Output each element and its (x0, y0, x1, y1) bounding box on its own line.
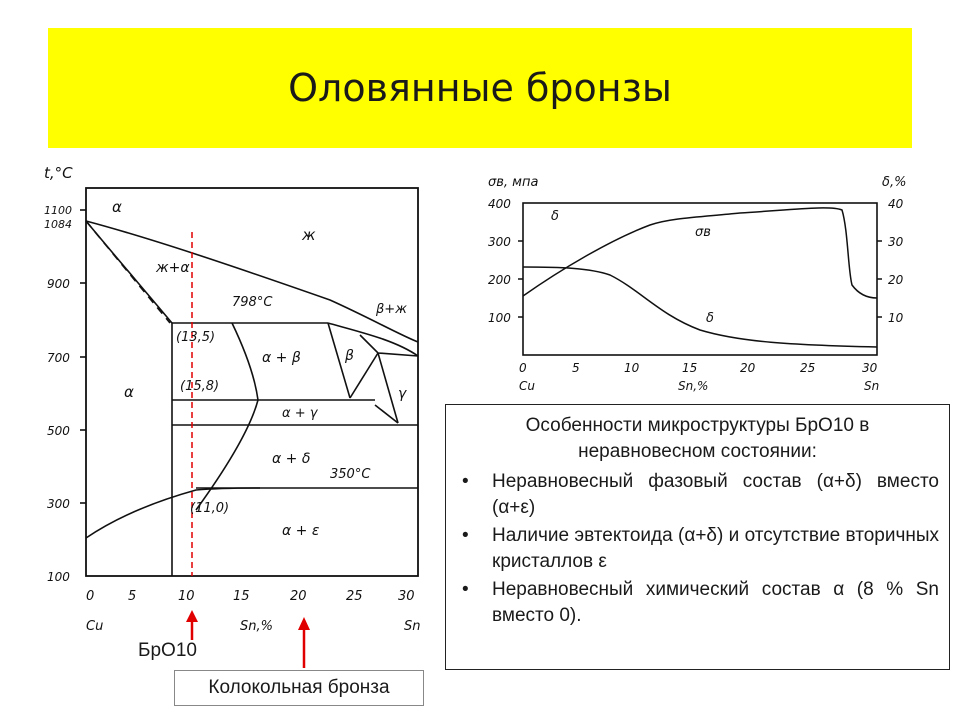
x-tick-label-15: 15 (233, 589, 250, 604)
phase-diagram-frame (86, 188, 418, 576)
y-tick-label-100: 100 (47, 570, 70, 584)
x-tick-label-0: 0 (86, 589, 95, 604)
x-label-sn-percent: Sn,% (240, 619, 273, 634)
pc-x-tick-30: 30 (862, 361, 878, 375)
region-liquid-alpha: ж+α (156, 260, 190, 276)
y-tick-label-500: 500 (47, 424, 70, 438)
info-heading: Особенности микроструктуры БрО10 в неравновесном состоянии: (525, 415, 870, 462)
bullet-icon: • (462, 471, 469, 492)
bullet-icon: • (462, 579, 469, 600)
pc-x-tick-25: 25 (800, 361, 816, 375)
bullet-text: Неравновесный фазовый состав (α+δ) вместо (α+ε) (492, 471, 939, 518)
y-tick-label-1100: 1100 (44, 204, 72, 217)
region-beta: β (345, 348, 354, 364)
bullet-icon: • (462, 525, 469, 546)
bullet-text: Наличие эвтектоида (α+δ) и отсутствие вторичных кристаллов ε (492, 525, 939, 572)
left-tick-300: 300 (488, 235, 511, 249)
bullet-text: Неравновесный химический состав α (8 % Sn вместо 0). (492, 579, 939, 626)
region-alpha-delta: α + δ (272, 451, 311, 467)
info-list (456, 469, 939, 629)
temp-798: 798°C (232, 295, 273, 310)
region-alpha: α (124, 383, 134, 401)
y-tick-label-300: 300 (47, 497, 70, 511)
left-tick-400: 400 (488, 197, 511, 211)
region-alpha-eps: α + ε (282, 523, 320, 539)
x-tick-label-30: 30 (398, 589, 415, 604)
list-item (456, 577, 939, 629)
point-13-5: (13,5) (176, 330, 216, 345)
region-gamma: γ (398, 386, 407, 402)
right-tick-30: 30 (888, 235, 904, 249)
temp-350: 350°C (330, 467, 371, 482)
x-tick-label-25: 25 (346, 589, 363, 604)
beta-liquidus (328, 323, 418, 356)
list-item (456, 523, 939, 575)
x-label-cu: Cu (86, 619, 104, 634)
page-title: Оловянные бронзы (288, 66, 672, 110)
gamma-bottom (375, 405, 398, 423)
gamma-right (378, 353, 398, 423)
point-11-0: (11,0) (190, 501, 230, 516)
gamma-boundary (350, 353, 378, 398)
pc-x-label-sn-percent: Sn,% (678, 379, 709, 393)
gamma-delta-boundary (196, 400, 258, 510)
pc-x-label-sn: Sn (864, 379, 880, 393)
pc-x-tick-0: 0 (519, 361, 527, 375)
property-chart-text (488, 175, 906, 393)
left-tick-200: 200 (488, 273, 511, 287)
pc-x-tick-15: 15 (682, 361, 698, 375)
bro10-label: БрО10 (138, 640, 197, 661)
region-alpha-beta: α + β (262, 350, 301, 366)
info-box (445, 404, 950, 670)
region-alpha-gamma: α + γ (282, 406, 318, 421)
list-item (456, 469, 939, 521)
right-tick-10: 10 (888, 311, 904, 325)
curve-label-delta-top: δ (551, 209, 559, 224)
bell-bronze-arrow-head (298, 617, 310, 630)
y-tick-label-900: 900 (47, 277, 70, 291)
liquidus-curve (86, 221, 418, 342)
curve-label-sigma: σв (695, 225, 711, 240)
phase-diagram-text (44, 164, 421, 634)
bell-bronze-label: Колокольная бронза (174, 670, 424, 706)
region-liquid: ж (302, 226, 316, 244)
lower-solvus (86, 488, 260, 538)
right-tick-20: 20 (888, 273, 904, 287)
left-tick-100: 100 (488, 311, 511, 325)
phase-diagram (80, 188, 418, 576)
pc-x-tick-20: 20 (740, 361, 756, 375)
alpha-beta-boundary (232, 323, 258, 400)
pc-x-tick-10: 10 (624, 361, 640, 375)
right-tick-40: 40 (888, 197, 904, 211)
x-tick-label-5: 5 (128, 589, 137, 604)
y-axis-label: t,°C (44, 164, 73, 182)
x-tick-label-20: 20 (290, 589, 307, 604)
elongation-curve (523, 267, 877, 347)
x-label-sn: Sn (404, 619, 421, 634)
right-axis-label: δ,% (882, 175, 907, 190)
curve-label-delta-low: δ (706, 311, 714, 326)
pc-x-tick-5: 5 (572, 361, 580, 375)
region-alpha-top: α (112, 198, 122, 216)
region-beta-liquid: β+ж (376, 302, 407, 317)
left-axis-label: σв, мпа (488, 175, 539, 190)
bro10-arrow-head (186, 610, 198, 622)
x-tick-label-10: 10 (178, 589, 195, 604)
y-tick-label-700: 700 (47, 351, 70, 365)
point-15-8: (15,8) (180, 379, 220, 394)
tensile-strength-curve (523, 208, 877, 298)
y-tick-label-1084: 1084 (44, 218, 72, 231)
pc-x-label-cu: Cu (519, 379, 535, 393)
